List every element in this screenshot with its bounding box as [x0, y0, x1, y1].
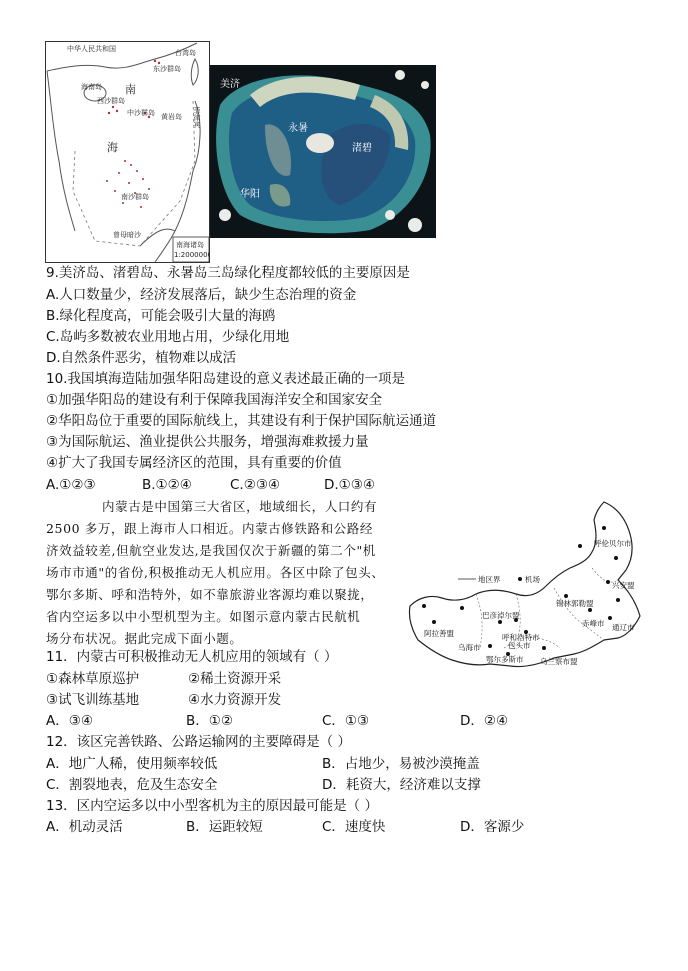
q10-stem: 10.我国填海造陆加强华阳岛建设的意义表述最正确的一项是 [46, 371, 405, 387]
map-label-hainan: 海南岛 [81, 83, 102, 91]
nm-place-ulanqab: 乌兰察布盟 [540, 657, 578, 666]
nm-place-xingan: 兴安盟 [612, 581, 635, 590]
q12-stem: 12．该区完善铁路、公路运输网的主要障碍是（ ） [46, 734, 351, 750]
q13-choices [46, 818, 606, 836]
q9-option-a[interactable]: A.人口数量少，经济发展落后，缺少生态治理的资金 [46, 287, 357, 303]
passage-line-5: 鄂尔多斯、呼和浩特外，如不靠旅游业客源均难以聚拢， [46, 587, 374, 602]
q10-choice-b[interactable]: B.①②④ [142, 477, 192, 493]
nm-place-xilingol: 锡林郭勒盟 [556, 599, 594, 608]
island-label-meiji: 美济 [220, 79, 240, 90]
island-label-zhubi: 渚碧 [352, 143, 372, 154]
passage-line-4: 场市市通"的省份,积极推动无人机应用。各区中除了包头、 [46, 565, 385, 580]
q9-option-d[interactable]: D.自然条件恶劣，植物难以成活 [46, 350, 237, 366]
q11-items-row-1 [46, 670, 406, 688]
passage-line-3: 济效益较差,但航空业发达,是我国仅次于新疆的第二个"机 [46, 543, 376, 558]
q11-stem: 11．内蒙古可积极推动无人机应用的领域有（ ） [46, 649, 338, 665]
nm-place-wuhai: 乌海市 [458, 643, 481, 652]
q9-option-b[interactable]: B.绿化程度高，可能会吸引大量的海鸥 [46, 308, 276, 324]
map-inset-label: 南海诸岛 [176, 241, 204, 249]
south-china-sea-map [45, 41, 210, 263]
map-label-taiwan: 台湾岛 [175, 49, 196, 57]
map-label-huangyan: 黄岩岛 [161, 113, 182, 121]
q10-item-3: ③为国际航运、渔业提供公共服务，增强海难救援力量 [46, 434, 369, 450]
map-label-country: 中华人民共和国 [67, 45, 116, 53]
q10-item-2: ②华阳岛位于重要的国际航线上，其建设有利于保护国际航运通道 [46, 413, 437, 429]
q12-option-a[interactable]: A．地广人稀，使用频率较低 [46, 756, 218, 772]
nm-place-bayannur: 巴彦淖尔盟 [482, 611, 520, 620]
q10-choice-c[interactable]: C.②③④ [230, 477, 281, 493]
nm-legend-airport: 机场 [525, 575, 540, 584]
q13-choice-c[interactable]: C．速度快 [322, 819, 386, 835]
q12-option-c[interactable]: C．割裂地表，危及生态安全 [46, 777, 218, 793]
q11-choice-b[interactable]: B．①② [186, 713, 233, 729]
map-label-dongsha: 东沙群岛 [153, 65, 181, 73]
nm-place-alxa: 阿拉善盟 [424, 629, 454, 638]
island-label-huayang: 华阳 [240, 189, 260, 200]
q11-item-2: ②稀土资源开采 [188, 671, 282, 687]
map-label-nansha: 南沙群岛 [121, 193, 149, 201]
q11-choices [46, 712, 606, 730]
passage-line-2: 2500 多万，跟上海市人口相近。内蒙古修铁路和公路经 [46, 521, 373, 536]
q10-choices [46, 476, 406, 494]
passage-line-6: 省内空运多以中小型机型为主。如图示意内蒙古民航机 [46, 609, 361, 624]
map-label-philippines: 菲律宾 [193, 107, 201, 128]
map-char-hai: 海 [107, 141, 118, 154]
q12-options-row-2 [46, 776, 606, 794]
nm-place-hulunbuir: 呼伦贝尔市 [594, 539, 632, 548]
q10-choice-a[interactable]: A.①②③ [46, 477, 96, 493]
q12-options-row-1 [46, 755, 606, 773]
q13-choice-b[interactable]: B．运距较短 [186, 819, 263, 835]
q10-item-1: ①加强华阳岛的建设有利于保障我国海洋安全和国家安全 [46, 392, 383, 408]
nm-place-tongliao: 通辽市 [612, 623, 635, 632]
inner-mongolia-airport-map [404, 498, 644, 678]
q11-items-row-2 [46, 691, 406, 709]
map-label-zhongsha: 中沙群岛 [127, 109, 155, 117]
q11-choice-a[interactable]: A．③④ [46, 713, 93, 729]
q10-choice-d[interactable]: D.①③④ [324, 477, 375, 493]
q13-choice-a[interactable]: A．机动灵活 [46, 819, 123, 835]
q11-item-3: ③试飞训练基地 [46, 692, 140, 708]
nm-place-hohhot: 呼和浩特市 [502, 633, 540, 642]
q11-choice-d[interactable]: D．②④ [460, 713, 509, 729]
map-label-zengmu: 曾母暗沙 [113, 231, 141, 239]
q11-item-4: ④水力资源开发 [188, 692, 282, 708]
q9-option-c[interactable]: C.岛屿多数被农业用地占用，少绿化用地 [46, 329, 290, 345]
island-label-yongshu: 永暑 [288, 123, 308, 134]
map-scale: 1:2000000 [174, 251, 210, 259]
q13-stem: 13．区内空运多以中小型客机为主的原因最可能是（ ） [46, 798, 378, 814]
q11-choice-c[interactable]: C．①③ [322, 713, 370, 729]
q11-item-1: ①森林草原巡护 [46, 671, 140, 687]
map-char-nan: 南 [125, 83, 136, 96]
q9-stem: 9.美济岛、渚碧岛、永暑岛三岛绿化程度都较低的主要原因是 [46, 265, 410, 281]
nm-place-chifeng: 赤峰市 [582, 619, 605, 628]
q12-option-b[interactable]: B．占地少，易被沙漠掩盖 [322, 756, 480, 772]
nm-place-ordos: 鄂尔多斯市 [486, 655, 524, 664]
q10-item-4: ④扩大了我国专属经济区的范围，具有重要的价值 [46, 455, 342, 471]
nm-legend-boundary: 地区界 [478, 575, 501, 584]
island-satellite-photo [210, 65, 436, 238]
nm-place-baotou: 包头市 [508, 641, 531, 650]
passage-line-1: 内蒙古是中国第三大省区，地域细长，人口约有 [102, 499, 378, 514]
map-label-xisha: 西沙群岛 [97, 97, 125, 105]
q13-choice-d[interactable]: D．客源少 [460, 819, 525, 835]
passage-line-7: 场分布状况。据此完成下面小题。 [46, 631, 243, 646]
q12-option-d[interactable]: D．耗资大，经济难以支撑 [322, 777, 481, 793]
